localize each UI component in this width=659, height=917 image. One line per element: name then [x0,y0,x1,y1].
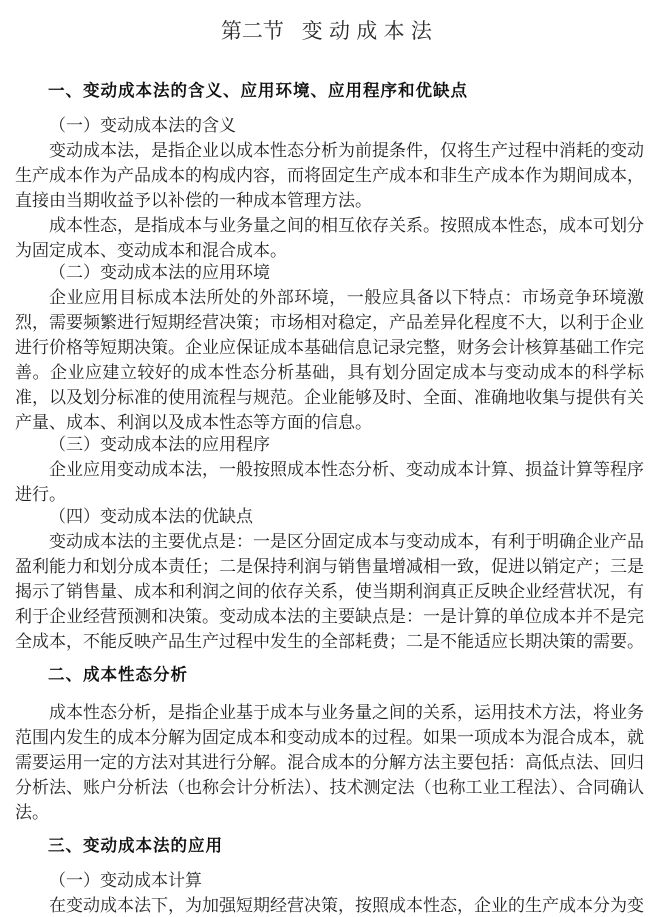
body-paragraph: 变动成本法，是指企业以成本性态分析为前提条件，仅将生产过程中消耗的变动生产成本作为产品成本的构成内容，而将固定生产成本和非生产成本作为期间成本，直接由当期收益予以补偿的一种成本管理方法。 [15,141,644,210]
body-paragraph-truncated: 在变动成本法下，为加强短期经营决策，按照成本性态，企业的生产成本分为变 [49,896,644,915]
subsection-heading-1-1: （一）变动成本法的含义 [49,116,236,135]
document-title-section-number: 第二节 [220,19,284,43]
document-title-text: 变动成本法 [301,19,439,43]
body-paragraph: 企业应用目标成本法所处的外部环境，一般应具备以下特点：市场竞争环境激烈，需要频繁进行短期经营决策；市场相对稳定，产品差异化程度不大，以利于企业进行价格等短期决策。企业应保证成本基础信息记录完整，财务会计核算基础工作完善。企业应建立较好的成本性态分析基础，具有划分固定成本与变动成本的科学标准，以及划分标准的使用流程与规范。企业能够及时、全面、准确地收集与提供有关产量、成本、利润以及成本性态等方面的信息。 [15,288,644,432]
body-paragraph: 变动成本法的主要优点是：一是区分固定成本与变动成本，有利于明确企业产品盈利能力和划分成本责任；二是保持利润与销售量增减相一致，促进以销定产；三是揭示了销售量、成本和利润之间的依存关系，使当期利润真正反映企业经营状况，有利于企业经营预测和决策。变动成本法的主要缺点是：一是计算的单位成本并不是完全成本，不能反映产品生产过程中发生的全部耗费；二是不能适应长期决策的需要。 [15,532,644,651]
section-heading-3: 三、变动成本法的应用 [48,837,223,855]
section-heading-2: 二、成本性态分析 [48,666,188,684]
document-title [15,0,644,46]
section-heading-1: 一、变动成本法的含义、应用环境、应用程序和优缺点 [48,82,468,100]
body-paragraph: 企业应用变动成本法，一般按照成本性态分析、变动成本计算、损益计算等程序进行。 [15,460,644,504]
subsection-heading-1-3: （三）变动成本法的应用程序 [49,435,270,454]
body-paragraph: 成本性态，是指成本与业务量之间的相互依存关系。按照成本性态，成本可划分为固定成本、变动成本和混合成本。 [15,216,644,260]
subsection-heading-1-4: （四）变动成本法的优缺点 [49,507,253,526]
subsection-heading-1-2: （二）变动成本法的应用环境 [49,263,270,282]
subsection-heading-3-1: （一）变动成本计算 [49,871,202,890]
body-paragraph: 成本性态分析，是指企业基于成本与业务量之间的关系，运用技术方法，将业务范围内发生的成本分解为固定成本和变动成本的过程。如果一项成本为混合成本，就需要运用一定的方法对其进行分解。混合成本的分解方法主要包括：高低点法、回归分析法、账户分析法（也称会计分析法）、技术测定法（也称工业工程法）、合同确认法。 [15,703,644,822]
